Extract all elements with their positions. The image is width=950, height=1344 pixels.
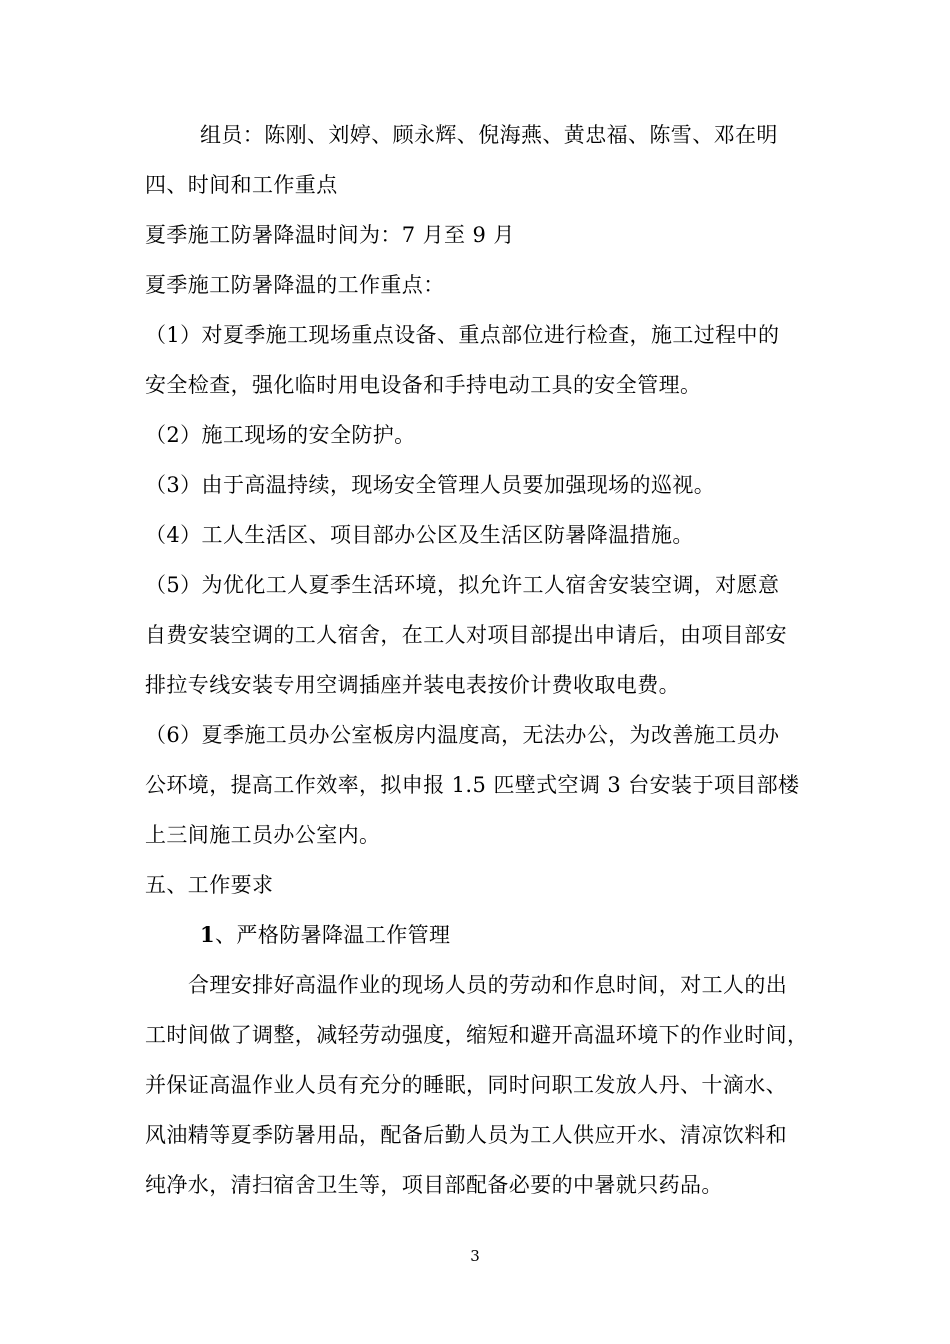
paragraph-line-2: 工时间做了调整，减轻劳动强度，缩短和避开高温环境下的作业时间， (145, 1023, 809, 1047)
list-item-6-line-1: （6）夏季施工员办公室板房内温度高，无法办公，为改善施工员办 (145, 723, 780, 747)
section-heading-requirements: 五、工作要求 (145, 873, 274, 897)
list-item-2: （2）施工现场的安全防护。 (145, 423, 416, 447)
list-item-5-line-2: 自费安装空调的工人宿舍，在工人对项目部提出申请后，由项目部安 (145, 623, 787, 647)
list-item-3: （3）由于高温持续，现场安全管理人员要加强现场的巡视。 (145, 473, 716, 497)
list-item-5-line-1: （5）为优化工人夏季生活环境，拟允许工人宿舍安装空调，对愿意 (145, 573, 780, 597)
list-item-6-line-3: 上三间施工员办公室内。 (145, 823, 381, 847)
focus-intro-line: 夏季施工防暑降温的工作重点： (145, 273, 445, 297)
members-line: 组员：陈刚、刘婷、顾永辉、倪海燕、黄忠福、陈雪、邓在明 (200, 123, 778, 147)
subheading-heat-management (200, 921, 870, 949)
time-period-line: 夏季施工防暑降温时间为：7 月至 9 月 (145, 223, 515, 247)
paragraph-line-4: 风油精等夏季防暑用品，配备后勤人员为工人供应开水、清凉饮料和 (145, 1123, 787, 1147)
list-item-1-line-1: （1）对夏季施工现场重点设备、重点部位进行检查，施工过程中的 (145, 323, 780, 347)
list-item-6-line-2: 公环境，提高工作效率，拟申报 1.5 匹壁式空调 3 台安装于项目部楼 (145, 773, 800, 797)
list-item-1-line-2: 安全检查，强化临时用电设备和手持电动工具的安全管理。 (145, 373, 702, 397)
paragraph-line-3: 并保证高温作业人员有充分的睡眠，同时问职工发放人丹、十滴水、 (145, 1073, 787, 1097)
paragraph-line-5: 纯净水，清扫宿舍卫生等，项目部配备必要的中暑就只药品。 (145, 1173, 723, 1197)
list-item-4: （4）工人生活区、项目部办公区及生活区防暑降温措施。 (145, 523, 694, 547)
subheading-text: 、严格防暑降温工作管理 (215, 923, 451, 947)
paragraph-line-1: 合理安排好高温作业的现场人员的劳动和作息时间，对工人的出 (188, 973, 788, 997)
subheading-number: 1 (200, 922, 216, 947)
page-number: 3 (470, 1247, 480, 1265)
list-item-5-line-3: 排拉专线安装专用空调插座并装电表按价计费收取电费。 (145, 673, 680, 697)
section-heading-time-focus: 四、时间和工作重点 (145, 173, 338, 197)
